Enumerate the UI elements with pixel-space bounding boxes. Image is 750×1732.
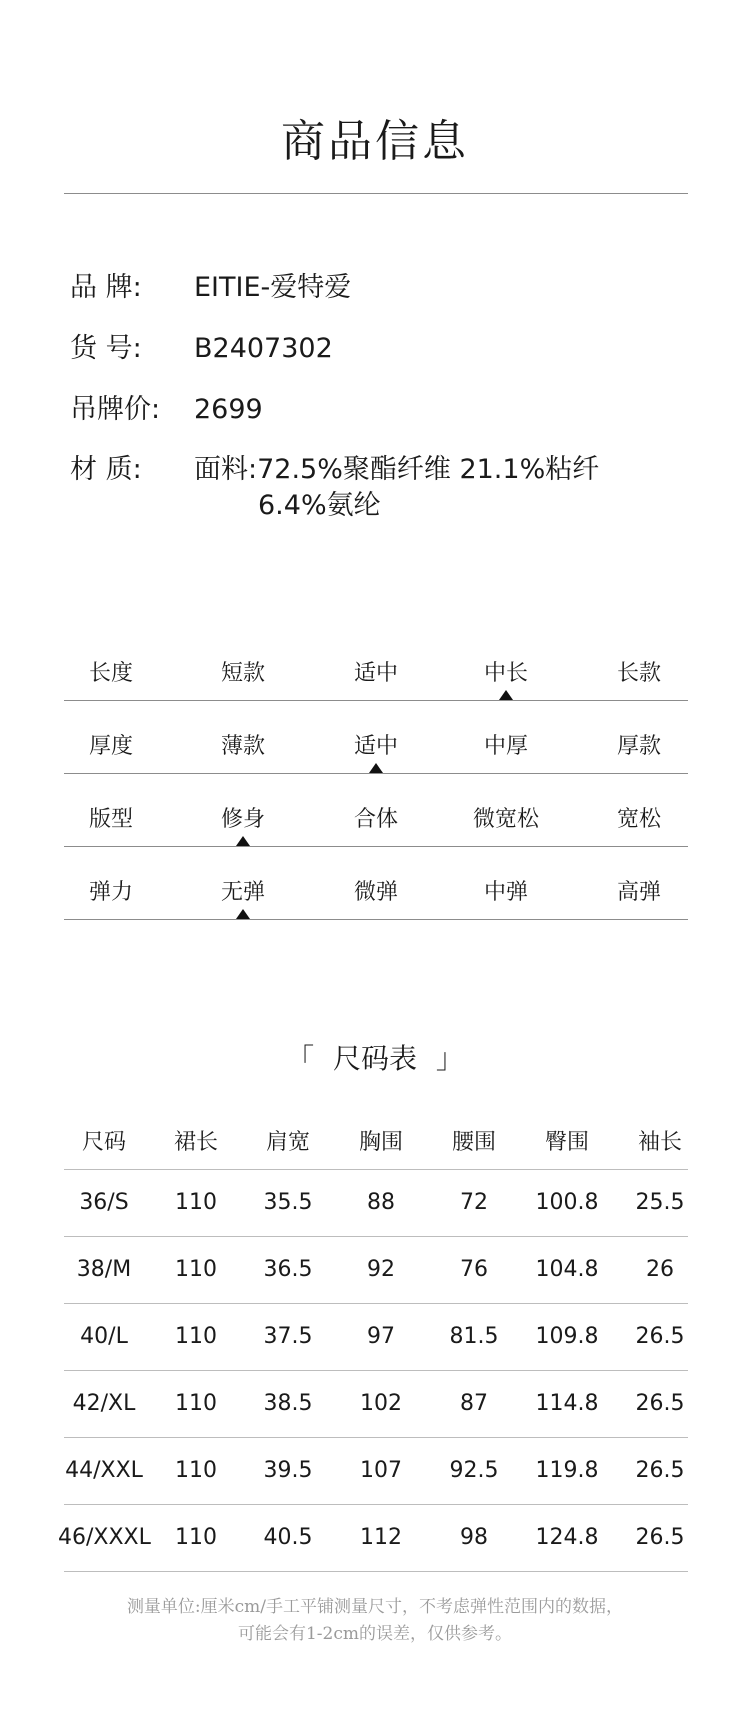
size-cell: 72 xyxy=(460,1190,488,1215)
size-table-row xyxy=(64,1438,688,1504)
size-cell: 97 xyxy=(367,1324,395,1349)
size-header-cell: 尺码 xyxy=(81,1130,126,1155)
size-cell: 98 xyxy=(460,1525,488,1550)
size-header-cell: 袖长 xyxy=(637,1130,682,1155)
attribute-option-selected: 无弹 xyxy=(181,869,305,917)
size-cell: 38.5 xyxy=(263,1391,313,1416)
attribute-row-divider xyxy=(64,773,688,774)
size-cell: 26.5 xyxy=(635,1391,685,1416)
size-table-row xyxy=(64,1237,688,1303)
attribute-option: 中弹 xyxy=(483,880,528,905)
measurement-note-line1: 测量单位:厘米cm/手工平铺测量尺寸，不考虑弹性范围内的数据， xyxy=(126,1597,624,1617)
size-table-row xyxy=(64,1304,688,1370)
size-cell: 26.5 xyxy=(635,1458,685,1483)
attribute-row-divider xyxy=(64,700,688,701)
size-cell: 35.5 xyxy=(263,1190,313,1215)
page-title: 商品信息 xyxy=(281,116,469,167)
attribute-option: 薄款 xyxy=(220,734,265,759)
size-cell: 44/XXL xyxy=(65,1458,143,1483)
attribute-option-selected: 修身 xyxy=(181,796,305,844)
size-cell: 38/M xyxy=(76,1257,132,1282)
attribute-option: 厚款 xyxy=(616,734,661,759)
size-cell: 110 xyxy=(175,1525,217,1550)
attribute-option: 中厚 xyxy=(483,734,528,759)
size-cell: 40/L xyxy=(80,1324,128,1349)
size-cell: 114.8 xyxy=(535,1391,599,1416)
material-label: 材 质: xyxy=(70,454,142,485)
size-cell: 40.5 xyxy=(263,1525,313,1550)
size-cell: 124.8 xyxy=(535,1525,599,1550)
size-cell: 81.5 xyxy=(449,1324,499,1349)
size-cell: 76 xyxy=(460,1257,488,1282)
size-cell: 112 xyxy=(360,1525,402,1550)
size-cell: 26 xyxy=(646,1257,674,1282)
attribute-row xyxy=(64,869,688,917)
attribute-option: 短款 xyxy=(220,661,265,686)
price-label: 吊牌价: xyxy=(70,394,161,425)
size-cell: 92.5 xyxy=(449,1458,499,1483)
title-bracket-close: 」 xyxy=(435,1042,464,1075)
size-cell: 100.8 xyxy=(535,1190,599,1215)
size-cell: 110 xyxy=(175,1190,217,1215)
size-header-cell: 臀围 xyxy=(544,1130,589,1155)
size-cell: 25.5 xyxy=(635,1190,685,1215)
attribute-name: 厚度 xyxy=(88,734,133,759)
attribute-option-selected: 中长 xyxy=(444,650,568,698)
attribute-option: 微宽松 xyxy=(472,807,539,832)
brand-label: 品 牌: xyxy=(70,272,142,303)
size-table-row xyxy=(64,1170,688,1236)
size-cell: 26.5 xyxy=(635,1525,685,1550)
attribute-row-divider xyxy=(64,919,688,920)
attribute-row xyxy=(64,723,688,771)
attribute-option: 高弹 xyxy=(616,880,661,905)
title-divider xyxy=(64,193,688,194)
size-cell: 36/S xyxy=(79,1190,129,1215)
attribute-option-selected: 适中 xyxy=(314,723,438,771)
size-cell: 109.8 xyxy=(535,1324,599,1349)
size-cell: 110 xyxy=(175,1324,217,1349)
attribute-option: 合体 xyxy=(353,807,398,832)
size-header-cell: 肩宽 xyxy=(265,1130,310,1155)
size-row-divider xyxy=(64,1571,688,1572)
size-table-header xyxy=(64,1117,688,1169)
size-table-row xyxy=(64,1371,688,1437)
size-chart-title-text: 尺码表 xyxy=(332,1042,417,1075)
size-header-cell: 胸围 xyxy=(358,1130,403,1155)
attribute-name: 版型 xyxy=(88,807,133,832)
attribute-row xyxy=(64,650,688,698)
size-table-row xyxy=(58,1505,688,1571)
size-cell: 110 xyxy=(175,1458,217,1483)
size-cell: 92 xyxy=(367,1257,395,1282)
attribute-name: 弹力 xyxy=(88,880,133,905)
price-value: 2699 xyxy=(194,394,263,425)
size-cell: 39.5 xyxy=(263,1458,313,1483)
size-cell: 37.5 xyxy=(263,1324,313,1349)
size-chart-title xyxy=(0,1037,750,1081)
material-value-line1: 面料:72.5%聚酯纤维 21.1%粘纤 xyxy=(194,454,600,485)
sku-value: B2407302 xyxy=(194,333,333,364)
size-cell: 110 xyxy=(175,1257,217,1282)
title-bracket-open: 「 xyxy=(286,1042,315,1075)
attribute-row-divider xyxy=(64,846,688,847)
attribute-option: 宽松 xyxy=(616,807,661,832)
size-cell: 102 xyxy=(360,1391,402,1416)
size-cell: 88 xyxy=(367,1190,395,1215)
size-header-cell: 裙长 xyxy=(173,1130,218,1155)
size-cell: 46/XXXL xyxy=(58,1525,151,1550)
brand-value: EITIE-爱特爱 xyxy=(194,272,352,303)
size-cell: 110 xyxy=(175,1391,217,1416)
attribute-option: 微弹 xyxy=(353,880,398,905)
attribute-name: 长度 xyxy=(88,661,133,686)
material-value-line2: 6.4%氨纶 xyxy=(258,490,381,521)
size-cell: 119.8 xyxy=(535,1458,599,1483)
size-cell: 104.8 xyxy=(535,1257,599,1282)
size-header-cell: 腰围 xyxy=(451,1130,496,1155)
sku-label: 货 号: xyxy=(70,333,142,364)
attribute-option: 长款 xyxy=(616,661,661,686)
size-cell: 26.5 xyxy=(635,1324,685,1349)
measurement-note-line2: 可能会有1-2cm的误差，仅供参考。 xyxy=(237,1624,513,1644)
size-cell: 87 xyxy=(460,1391,488,1416)
size-cell: 107 xyxy=(360,1458,402,1483)
attribute-row xyxy=(64,796,688,844)
attribute-option: 适中 xyxy=(353,661,398,686)
size-cell: 36.5 xyxy=(263,1257,313,1282)
size-cell: 42/XL xyxy=(72,1391,136,1416)
